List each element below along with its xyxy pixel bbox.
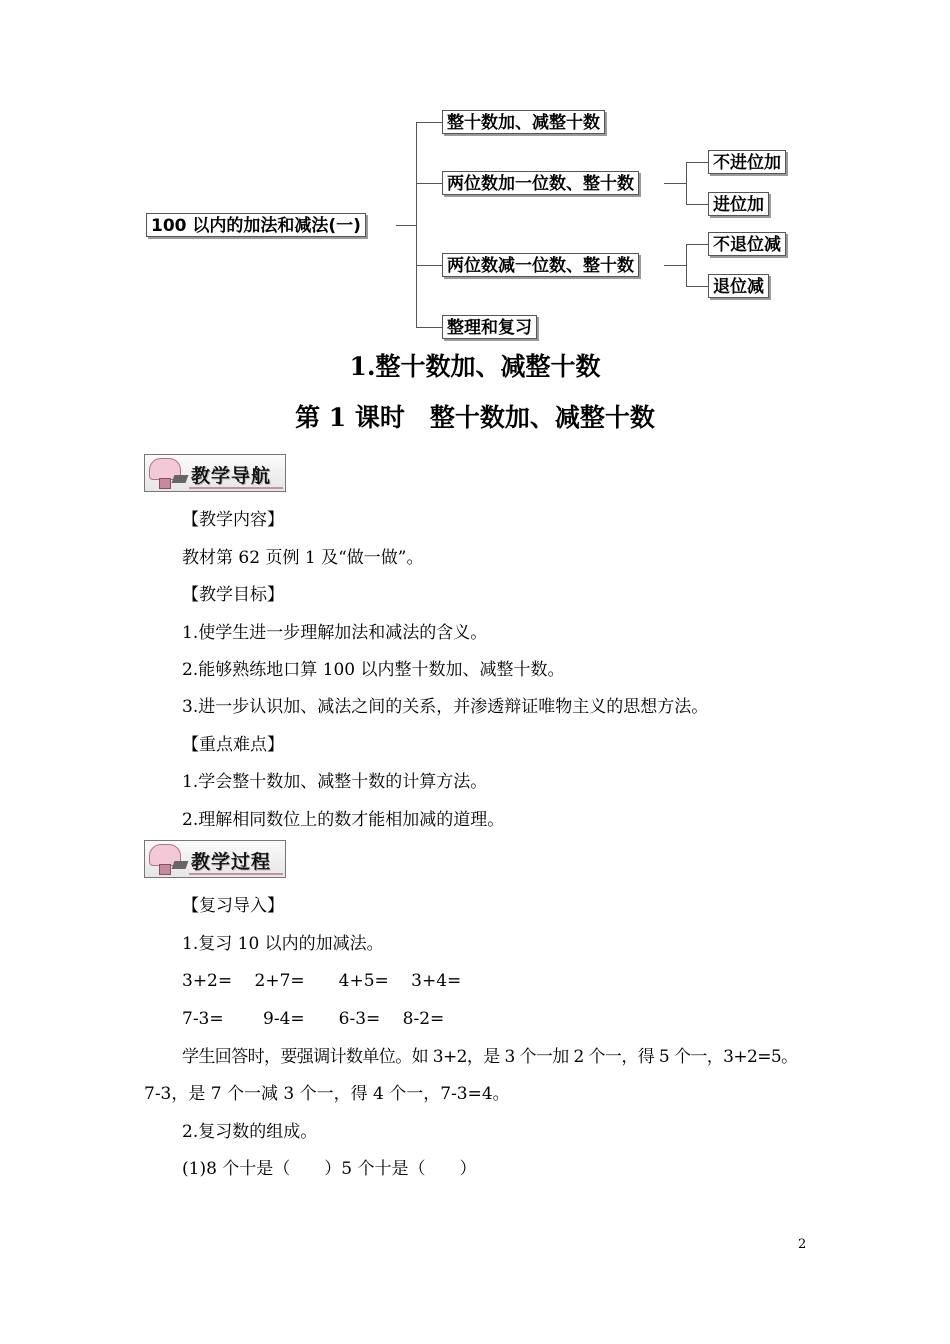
connector [686,162,687,204]
lesson-title: 第 1 课时 整十数加、减整十数 [295,403,655,432]
connector [416,122,442,123]
connector [416,122,417,328]
text-line: 1.复习 10 以内的加减法。 [182,934,384,954]
mind-map-root: 100 以内的加法和减法(一) [146,213,366,237]
text-line: 教材第 62 页例 1 及“做一做”。 [182,548,424,568]
connector [686,244,687,286]
text-line: (1)8 个十是（ ）5 个十是（ ） [182,1159,477,1179]
section-label: 【教学目标】 [182,585,284,605]
mind-map-leaf: 不进位加 [708,150,786,174]
connector [664,265,686,266]
section-label: 【教学内容】 [182,510,284,530]
connector [686,162,708,163]
connector [686,204,708,205]
connector [416,327,442,328]
equation-row: 7-3= 9-4= 6-3= 8-2= [182,1009,445,1029]
teaching-guide-banner [144,454,286,492]
mind-map-leaf: 进位加 [708,192,769,216]
connector [664,183,686,184]
mind-map-leaf: 不退位减 [708,232,786,256]
text-line: 1.学会整十数加、减整十数的计算方法。 [182,772,488,792]
mind-map-branch: 整理和复习 [442,315,537,339]
connector [416,183,442,184]
connector [686,286,708,287]
page-number: 2 [798,1237,807,1252]
mind-map-branch: 整十数加、减整十数 [442,110,605,134]
banner-title: 教学过程 [191,851,272,873]
equation-row: 3+2= 2+7= 4+5= 3+4= [182,971,462,991]
text-line: 3.进一步认识加、减法之间的关系，并渗透辩证唯物主义的思想方法。 [182,697,709,717]
section-title: 1.整十数加、减整十数 [349,352,601,381]
section-label: 【复习导入】 [182,896,284,916]
text-line: 2.能够熟练地口算 100 以内整十数加、减整十数。 [182,660,565,680]
text-line: 7-3，是 7 个一减 3 个一，得 4 个一，7-3=4。 [144,1084,510,1104]
text-line: 2.复习数的组成。 [182,1122,318,1142]
mind-map-branch: 两位数加一位数、整十数 [442,171,639,195]
teaching-process-banner [144,840,286,878]
mind-map-branch: 两位数减一位数、整十数 [442,253,639,277]
connector [396,225,416,226]
mind-map-leaf: 退位减 [708,274,769,298]
connector [686,244,708,245]
section-label: 【重点难点】 [182,735,284,755]
text-line: 2.理解相同数位上的数才能相加减的道理。 [182,810,505,830]
text-line: 学生回答时，要强调计数单位。如 3+2，是 3 个一加 2 个一，得 5 个一，3+2=5。 [182,1047,798,1067]
connector [416,265,442,266]
banner-title: 教学导航 [191,465,272,487]
text-line: 1.使学生进一步理解加法和减法的含义。 [182,623,488,643]
